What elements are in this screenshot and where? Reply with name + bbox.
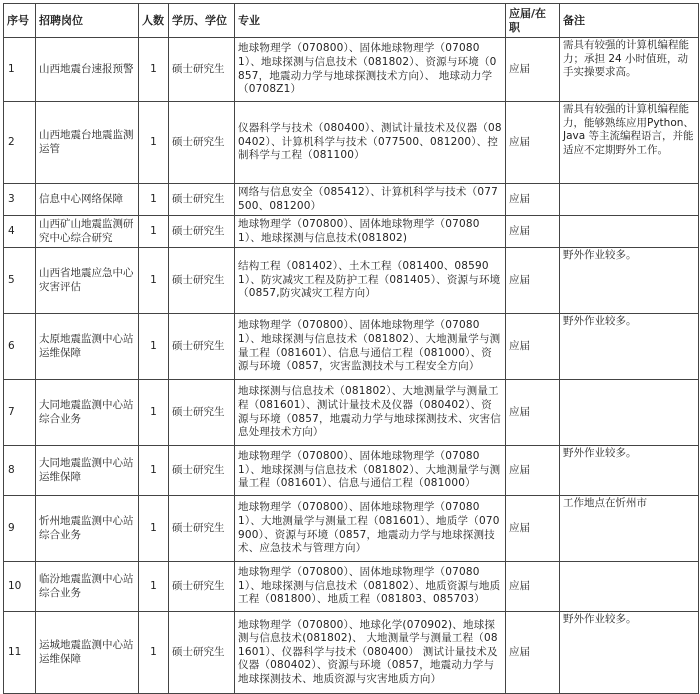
- cell-status: 应届: [506, 38, 560, 102]
- table-row: [4, 496, 699, 562]
- cell-notes: [560, 216, 699, 248]
- cell-major: 网络与信息安全（085412）、计算机科学与技术（077500、081200）: [235, 184, 506, 216]
- table-row: [4, 446, 699, 496]
- cell-position: 忻州地震监测中心站综合业务: [36, 496, 139, 562]
- header-position: 招聘岗位: [36, 4, 139, 38]
- cell-status: 应届: [506, 248, 560, 314]
- cell-status: 应届: [506, 612, 560, 694]
- cell-position: 运城地震监测中心站运维保障: [36, 612, 139, 694]
- cell-position: 山西地震台地震监测运管: [36, 102, 139, 184]
- cell-status: 应届: [506, 102, 560, 184]
- cell-status: 应届: [506, 380, 560, 446]
- header-status: 应届/在职: [506, 4, 560, 38]
- cell-people: 1: [139, 102, 169, 184]
- cell-people: 1: [139, 216, 169, 248]
- cell-major: 地球物理学（070800）、固体地球物理学（070801）、大地测量学与测量工程（081601）、地质学（070900）、资源与环境（0857，地震动力学与地球探测技术、应急技术与管理方向）: [235, 496, 506, 562]
- cell-people: 1: [139, 496, 169, 562]
- table-row: [4, 184, 699, 216]
- cell-people: 1: [139, 314, 169, 380]
- header-people: 人数: [139, 4, 169, 38]
- cell-notes: [560, 380, 699, 446]
- cell-people: 1: [139, 380, 169, 446]
- header-notes: 备注: [560, 4, 699, 38]
- cell-major: 地球物理学（070800）、固体地球物理学（070801）、地球探测与信息技术（081802）、大地测量学与测量工程（081601）、信息与通信工程（081000）、资源与环境（0857，灾害监测技术与工程安全方向）: [235, 314, 506, 380]
- table-row: [4, 380, 699, 446]
- cell-major: 地球探测与信息技术（081802）、大地测量学与测量工程（081601）、测试计量技术及仪器（080402）、资源与环境（0857，地震动力学与地球探测技术、灾害信息处理技术方向）: [235, 380, 506, 446]
- cell-people: 1: [139, 38, 169, 102]
- cell-degree: 硕士研究生: [169, 612, 235, 694]
- cell-position: 山西地震台速报预警: [36, 38, 139, 102]
- cell-notes: 野外作业较多。: [560, 446, 699, 496]
- cell-people: 1: [139, 248, 169, 314]
- table-row: [4, 314, 699, 380]
- cell-major: 地球物理学（070800）、地球化学(070902)、地球探测与信息技术(081802)、 大地测量学与测量工程（081601）、仪器科学与技术（080400） 测试计量技术及仪器（080402）、资源与环境（0857，地震动力学与地球探测技术、地质资源与灾害地质方向）: [235, 612, 506, 694]
- cell-no: 4: [4, 216, 36, 248]
- cell-degree: 硕士研究生: [169, 184, 235, 216]
- cell-notes: 野外作业较多。: [560, 314, 699, 380]
- header-degree: 学历、学位: [169, 4, 235, 38]
- table-row: [4, 248, 699, 314]
- header-major: 专业: [235, 4, 506, 38]
- cell-status: 应届: [506, 496, 560, 562]
- cell-degree: 硕士研究生: [169, 562, 235, 612]
- cell-major: 仪器科学与技术（080400）、测试计量技术及仪器（080402）、计算机科学与技术（077500、081200）、控制科学与工程（081100）: [235, 102, 506, 184]
- table-row: [4, 102, 699, 184]
- cell-major: 地球物理学（070800）、固体地球物理学（070801）、地球探测与信息技术（081802）、资源与环境（0857，地震动力学与地球探测技术方向）、 地球动力学（0708Z1）: [235, 38, 506, 102]
- cell-no: 10: [4, 562, 36, 612]
- cell-status: 应届: [506, 446, 560, 496]
- cell-notes: 工作地点在忻州市: [560, 496, 699, 562]
- cell-notes: 需具有较强的计算机编程能力；承担 24 小时值班，动手实操要求高。: [560, 38, 699, 102]
- cell-notes: 需具有较强的计算机编程能力，能够熟练应用Python、Java 等主流编程语言，并能适应不定期野外工作。: [560, 102, 699, 184]
- cell-no: 2: [4, 102, 36, 184]
- recruitment-table: [3, 3, 699, 694]
- cell-degree: 硕士研究生: [169, 496, 235, 562]
- cell-degree: 硕士研究生: [169, 38, 235, 102]
- cell-degree: 硕士研究生: [169, 216, 235, 248]
- cell-notes: 野外作业较多。: [560, 248, 699, 314]
- cell-no: 6: [4, 314, 36, 380]
- cell-people: 1: [139, 446, 169, 496]
- cell-degree: 硕士研究生: [169, 314, 235, 380]
- cell-people: 1: [139, 562, 169, 612]
- cell-major: 地球物理学（070800）、固体地球物理学（070801）、地球探测与信息技术（081802）、大地测量学与测量工程（081601）、信息与通信工程（081000）: [235, 446, 506, 496]
- table-row: [4, 216, 699, 248]
- table-row: [4, 38, 699, 102]
- cell-position: 山西矿山地震监测研究中心综合研究: [36, 216, 139, 248]
- cell-position: 信息中心网络保障: [36, 184, 139, 216]
- header-row: [4, 4, 699, 38]
- table-row: [4, 612, 699, 694]
- cell-people: 1: [139, 184, 169, 216]
- cell-degree: 硕士研究生: [169, 102, 235, 184]
- cell-no: 8: [4, 446, 36, 496]
- cell-degree: 硕士研究生: [169, 380, 235, 446]
- cell-no: 9: [4, 496, 36, 562]
- cell-notes: 野外作业较多。: [560, 612, 699, 694]
- cell-status: 应届: [506, 184, 560, 216]
- cell-position: 临汾地震监测中心站综合业务: [36, 562, 139, 612]
- cell-status: 应届: [506, 216, 560, 248]
- cell-no: 1: [4, 38, 36, 102]
- cell-position: 大同地震监测中心站运维保障: [36, 446, 139, 496]
- cell-no: 3: [4, 184, 36, 216]
- cell-no: 7: [4, 380, 36, 446]
- table-row: [4, 562, 699, 612]
- cell-no: 11: [4, 612, 36, 694]
- cell-position: 大同地震监测中心站综合业务: [36, 380, 139, 446]
- cell-people: 1: [139, 612, 169, 694]
- cell-degree: 硕士研究生: [169, 446, 235, 496]
- cell-no: 5: [4, 248, 36, 314]
- cell-notes: [560, 562, 699, 612]
- cell-major: 结构工程（081402）、土木工程（081400、085901）、防灾减灾工程及防护工程（081405）、资源与环境（0857,防灾减灾工程方向）: [235, 248, 506, 314]
- cell-major: 地球物理学（070800）、固体地球物理学（070801）、地球探测与信息技术(081802): [235, 216, 506, 248]
- cell-status: 应届: [506, 314, 560, 380]
- cell-position: 太原地震监测中心站运维保障: [36, 314, 139, 380]
- cell-position: 山西省地震应急中心灾害评估: [36, 248, 139, 314]
- cell-degree: 硕士研究生: [169, 248, 235, 314]
- cell-notes: [560, 184, 699, 216]
- cell-status: 应届: [506, 562, 560, 612]
- header-no: 序号: [4, 4, 36, 38]
- cell-major: 地球物理学（070800）、固体地球物理学（070801）、地球探测与信息技术（081802）、地质资源与地质工程（081800）、地质工程（081803、085703）: [235, 562, 506, 612]
